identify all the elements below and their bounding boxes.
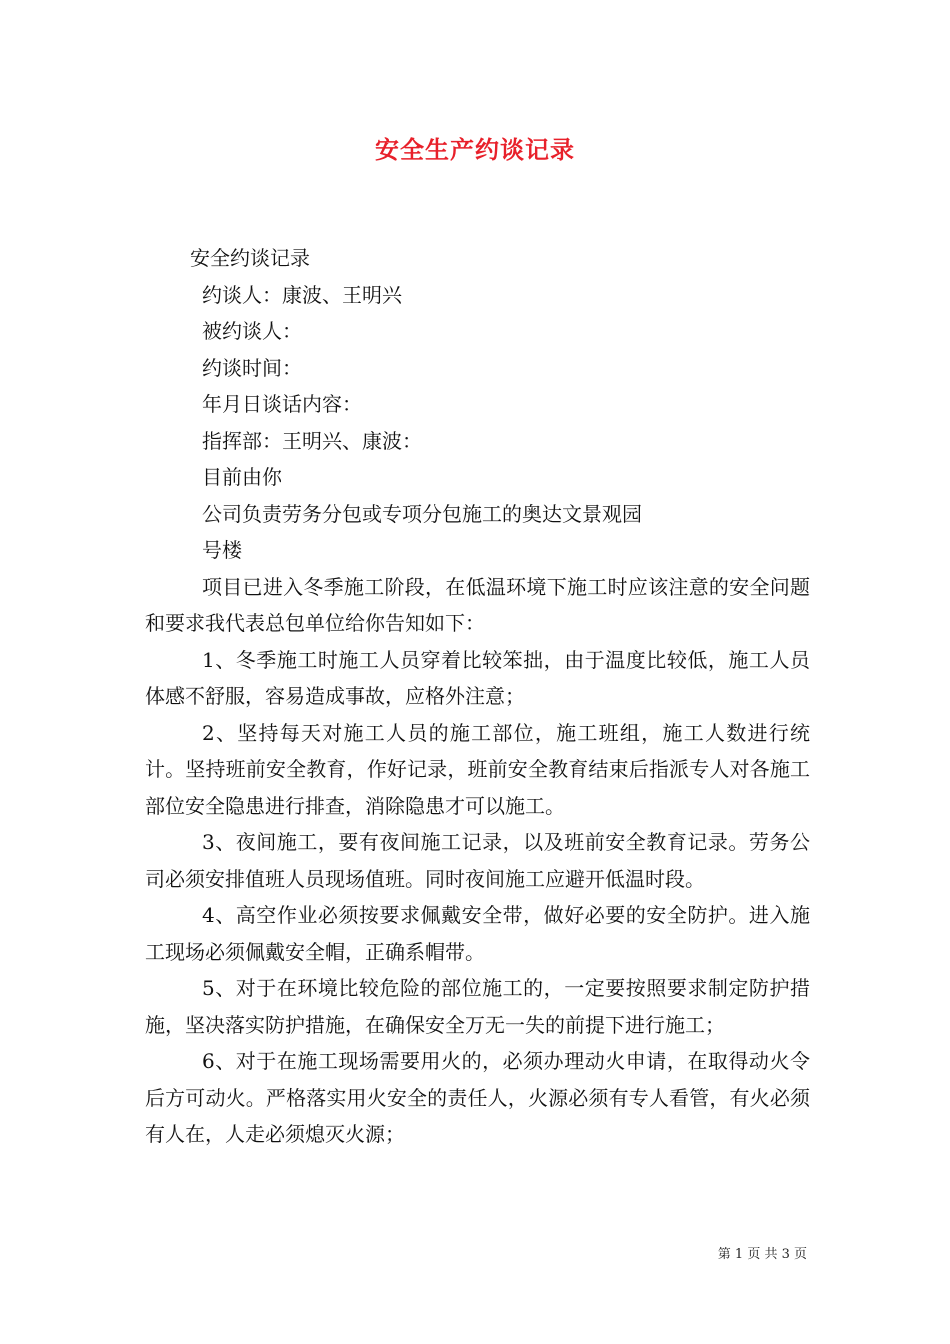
paragraph-item-6: 6、对于在施工现场需要用火的，必须办理动火申请，在取得动火令后方可动火。严格落实用火安全的责任人，火源必须有专人看管，有火必须有人在，人走必须熄灭火源； [145,1049,810,1146]
document-body [145,240,810,1153]
paragraph-item-4: 4、高空作业必须按要求佩戴安全带，做好必要的安全防护。进入施工现场必须佩戴安全帽，正确系帽带。 [145,903,810,964]
company-line: 公司负责劳务分包或专项分包施工的奥达文景观园 [202,501,642,526]
interviewer-line: 约谈人：康波、王明兴 [202,282,402,307]
interview-time-line: 约谈时间： [202,355,302,380]
paragraph-intro: 项目已进入冬季施工阶段，在低温环境下施工时应该注意的安全问题和要求我代表总包单位给你告知如下： [145,574,810,635]
currently-line: 目前由你 [202,465,282,489]
document-title: 安全生产约谈记录 [375,135,575,164]
interviewee-line: 被约谈人： [202,319,302,343]
paragraph-item-1: 1、冬季施工时施工人员穿着比较笨拙，由于温度比较低，施工人员体感不舒服，容易造成事故，应格外注意； [145,647,810,708]
paragraph-item-2: 2、坚持每天对施工人员的施工部位，施工班组，施工人数进行统计。坚持班前安全教育，作好记录，班前安全教育结束后指派专人对各施工部位安全隐患进行排查，消除隐患才可以施工。 [145,720,810,818]
page-number-footer: 第 1 页 共 3 页 [717,1247,807,1262]
record-title-line: 安全约谈记录 [190,246,310,270]
building-line: 号楼 [202,538,242,562]
command-dept-line: 指挥部：王明兴、康波： [202,428,422,453]
paragraph-item-5: 5、对于在环境比较危险的部位施工的，一定要按照要求制定防护措施，坚决落实防护措施，在确保安全万无一失的前提下进行施工； [145,976,810,1037]
date-content-line: 年月日谈话内容： [202,392,362,416]
paragraph-item-3: 3、夜间施工，要有夜间施工记录，以及班前安全教育记录。劳务公司必须安排值班人员现场值班。同时夜间施工应避开低温时段。 [145,830,810,891]
